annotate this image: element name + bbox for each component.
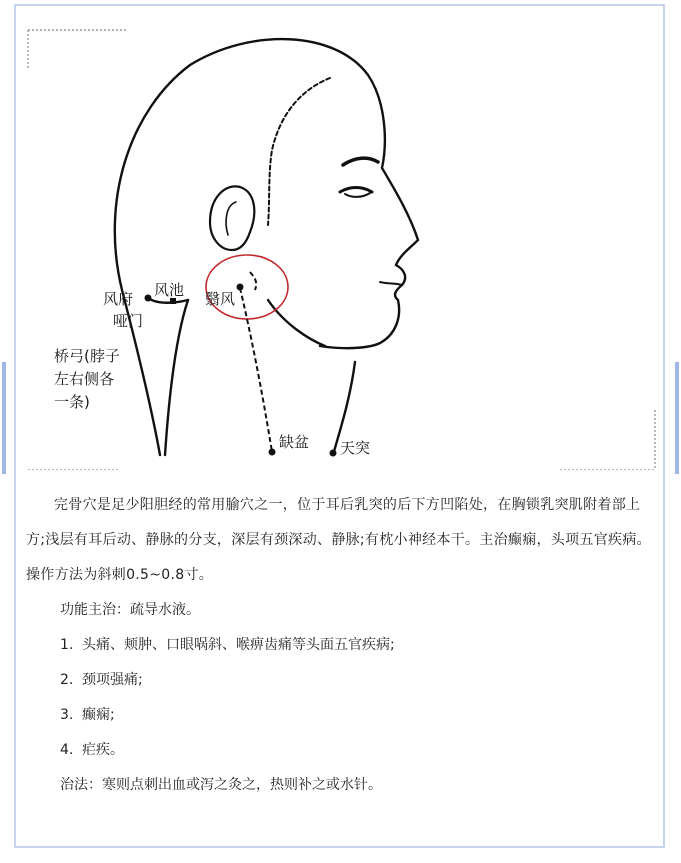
yifeng-label: 翳风 xyxy=(205,290,236,308)
tiantu-label: 天突 xyxy=(340,439,371,457)
list-item xyxy=(26,698,656,733)
yifeng-highlight-circle xyxy=(206,255,288,319)
item-number: 1. xyxy=(60,637,74,653)
function-line: 功能主治：疏导水液。 xyxy=(60,602,200,618)
item-number: 4. xyxy=(60,742,74,758)
item-text: 头痛、颊肿、口眼㖞斜、喉痹齿痛等头面五官疾病; xyxy=(82,637,395,653)
item-number: 2. xyxy=(60,672,74,688)
quepen-point xyxy=(269,449,276,456)
item-text: 颈项强痛; xyxy=(82,672,143,688)
intro-paragraph: 完骨穴是足少阳胆经的常用腧穴之一，位于耳后乳突的后下方凹陷处，在胸锁乳突肌附着部上方;浅层有耳后动、静脉的分支，深层有颈深动、静脉;有枕小神经本干。主治癫痫，头项五官疾病。操作方法为斜刺0.5~0.8寸。 xyxy=(26,497,651,583)
qiaogong-label-line2: 左右侧各 xyxy=(54,370,115,388)
fengfu-label: 风府 xyxy=(103,290,134,308)
item-number: 3. xyxy=(60,707,74,723)
meridian-lines xyxy=(240,272,272,452)
article-body xyxy=(26,488,656,803)
fengchi-label: 风池 xyxy=(154,281,185,299)
qiaogong-label-line3: 一条) xyxy=(54,393,90,411)
fengfu-point xyxy=(145,295,152,302)
list-item xyxy=(26,663,656,698)
qiaogong-label-line1: 桥弓(脖子 xyxy=(54,347,120,365)
item-text: 疟疾。 xyxy=(82,742,124,758)
quepen-label: 缺盆 xyxy=(279,433,310,451)
tiantu-point xyxy=(330,450,337,457)
list-item xyxy=(26,733,656,768)
item-text: 癫痫; xyxy=(82,707,115,723)
list-item xyxy=(26,628,656,663)
image-corner-guides xyxy=(28,30,655,470)
method-line: 治法：寒则点刺出血或泻之灸之，热则补之或水针。 xyxy=(60,777,382,793)
yifeng-point xyxy=(237,284,244,291)
yamen-label: 哑门 xyxy=(113,312,144,330)
head-outline xyxy=(115,39,418,455)
